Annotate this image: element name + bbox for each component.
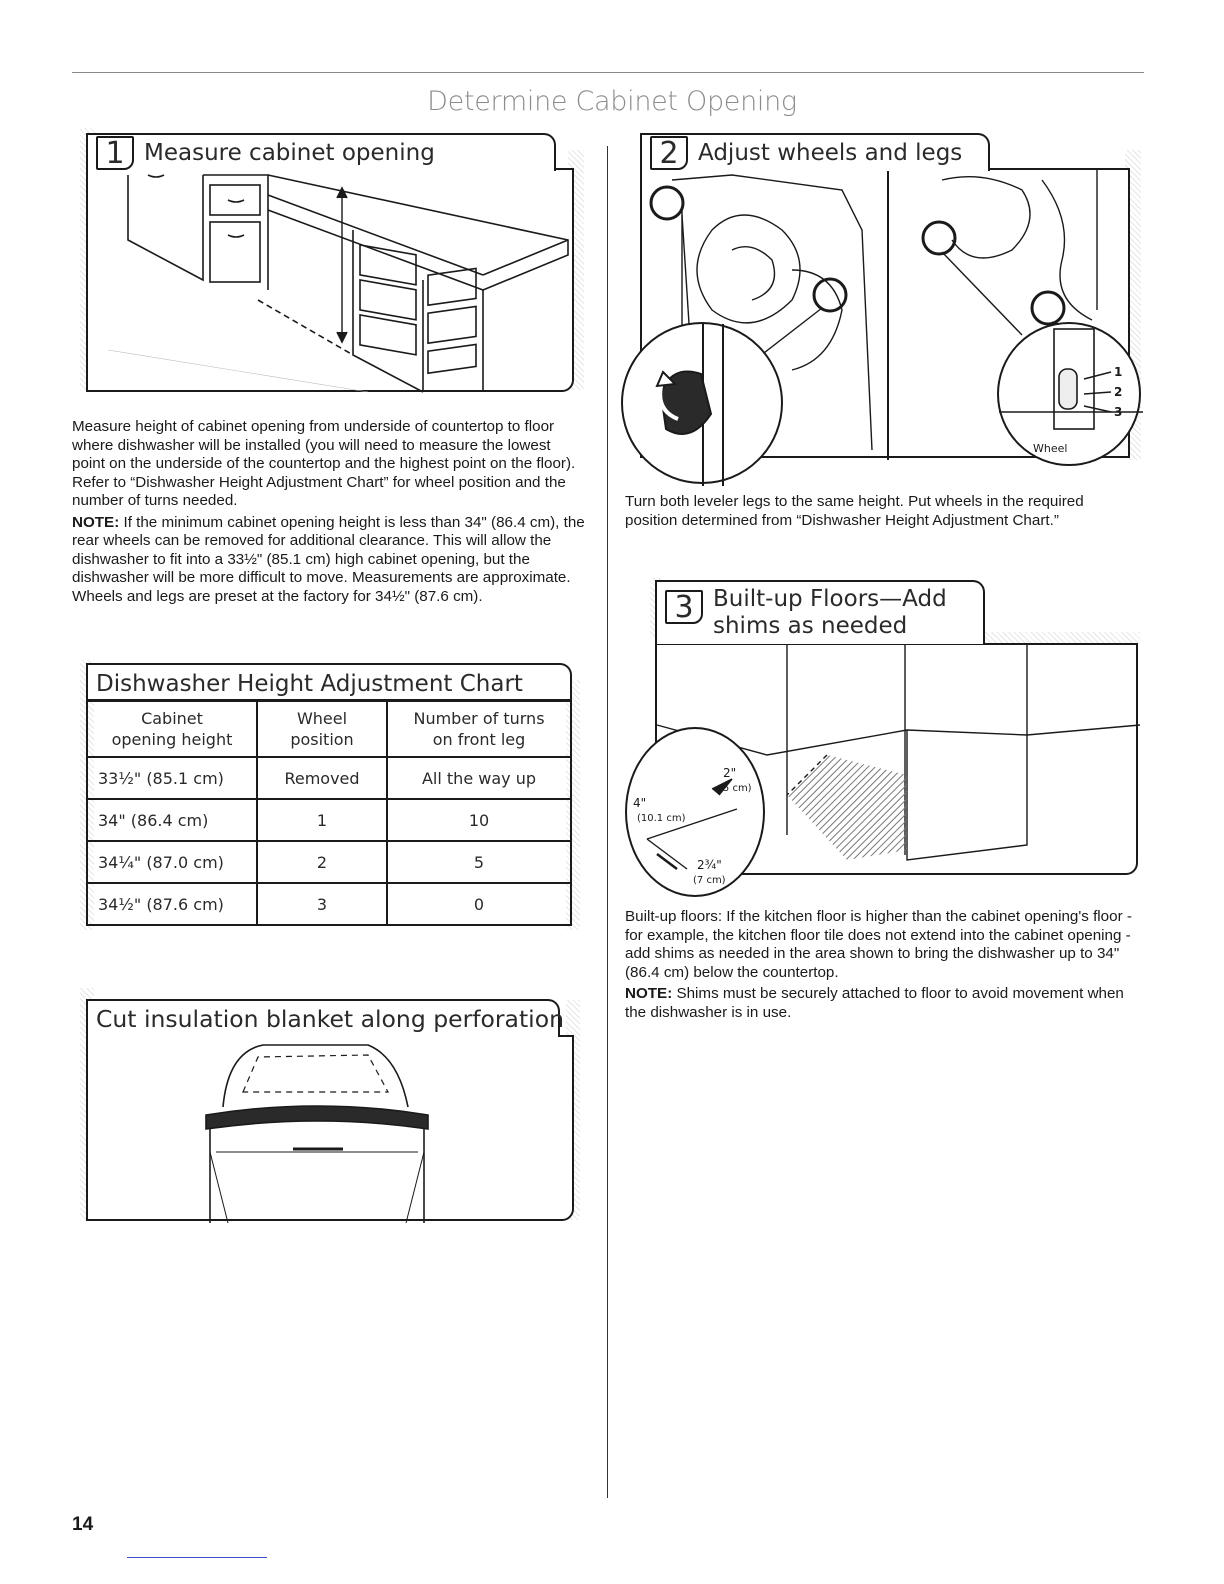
dimension-diagram [627, 729, 767, 899]
rotate-arrow-icon [623, 324, 785, 486]
table-row [87, 841, 571, 883]
table-cell: 34" (86.4 cm) [87, 799, 257, 841]
header-line: position [290, 730, 354, 749]
insulation-title: Cut insulation blanket along perforation [96, 1005, 564, 1033]
wheel-zoom-circle [997, 322, 1141, 466]
step1-note [72, 514, 587, 607]
table-row [87, 757, 571, 799]
column-header-wheel-position [257, 701, 387, 757]
header-line: opening height [111, 730, 233, 749]
cabinet-illustration [88, 170, 576, 394]
header-line: Number of turns [413, 709, 545, 728]
header-line: Cabinet [141, 709, 203, 728]
step1-paragraph: Measure height of cabinet opening from underside of countertop to floor where dishwasher will be installed (you will need to measure the lowest point on the underside of the countertop and the highest point on the floor). Refer to “Dishwasher Height Adjustment Chart” for wheel position and the number of turns needed. [72, 418, 576, 509]
step3-text [625, 908, 1145, 1025]
step1-number: 1 [96, 136, 134, 170]
step3-title [713, 586, 947, 640]
dim-left-metric: (10.1 cm) [637, 813, 686, 824]
leg-zoom-circle [621, 322, 783, 484]
step2-number: 2 [650, 136, 688, 170]
table-cell: 0 [387, 883, 571, 925]
step3-title-line2: shims as needed [713, 613, 908, 639]
table-cell: 10 [387, 799, 571, 841]
table-cell: 5 [387, 841, 571, 883]
wheel-icon [999, 324, 1143, 468]
note-text: If the minimum cabinet opening height is less than 34" (86.4 cm), the rear wheels can be removed for additional clearance. This will allow the dishwasher to fit into a 33½" (85.1 cm) high cabinet opening, but the dishwasher will be more difficult to move. Measurements are approximate. Wheels and legs are preset at the factory for 34½" (87.6 cm). [72, 513, 585, 605]
table-cell: All the way up [387, 757, 571, 799]
step3-paragraph: Built-up floors: If the kitchen floor is higher than the cabinet opening's floor - for example, the kitchen floor tile does not extend into the cabinet opening - add shims as needed in the area shown to bring the dishwasher up to 34" (86.4 cm) below the countertop. [625, 908, 1132, 981]
top-rule [72, 72, 1144, 73]
header-line: Wheel [296, 709, 348, 728]
table-cell: Removed [257, 757, 387, 799]
page-title: Determine Cabinet Opening [427, 86, 797, 117]
table-cell: 34¼" (87.0 cm) [87, 841, 257, 883]
column-header-cabinet-height [87, 701, 257, 757]
table-cell: 33½" (85.1 cm) [87, 757, 257, 799]
dim-bottom-metric: (7 cm) [693, 875, 726, 886]
page-number: 14 [72, 1514, 94, 1535]
column-header-turns [387, 701, 571, 757]
column-divider [607, 146, 608, 1498]
step2-paragraph: Turn both leveler legs to the same height. Put wheels in the required position determined from “Dishwasher Height Adjustment Chart.” [625, 493, 1084, 529]
step1-text [72, 418, 587, 609]
table-cell: 2 [257, 841, 387, 883]
note-text: Shims must be securely attached to floor to avoid movement when the dishwasher is in use. [625, 985, 1124, 1021]
callout-1: 1 [1114, 365, 1123, 379]
chart-title: Dishwasher Height Adjustment Chart [86, 663, 572, 701]
dishwasher-illustration [88, 1037, 576, 1223]
step3-title-tab [655, 580, 985, 644]
step1-title-tab [86, 133, 556, 171]
dim-top-metric: (5 cm) [719, 783, 752, 794]
note-label: NOTE: [72, 513, 120, 531]
dim-bottom: 2¾" [697, 858, 722, 872]
insulation-illustration-frame [86, 1035, 574, 1221]
step3-number: 3 [665, 590, 703, 624]
step3-title-line1: Built-up Floors—Add [713, 586, 947, 612]
note-label: NOTE: [625, 985, 673, 1002]
insulation-title-tab [86, 999, 564, 1037]
step2-title-tab [640, 133, 990, 171]
step1-title: Measure cabinet opening [144, 140, 435, 166]
table-cell: 34½" (87.6 cm) [87, 883, 257, 925]
step3-note [625, 985, 1145, 1022]
header-line: on front leg [432, 730, 526, 749]
table-row [87, 799, 571, 841]
callout-3: 3 [1114, 405, 1123, 419]
wheel-label: Wheel [1033, 442, 1068, 455]
step1-illustration-frame [86, 168, 574, 392]
footer-link-line [127, 1557, 267, 1558]
dimension-zoom-circle [625, 727, 765, 897]
dim-top: 2" [723, 766, 737, 780]
dim-left: 4" [633, 796, 647, 810]
callout-2: 2 [1114, 385, 1123, 399]
table-cell: 1 [257, 799, 387, 841]
step2-text [625, 493, 1125, 533]
step2-title: Adjust wheels and legs [698, 140, 963, 166]
table-row [87, 883, 571, 925]
table-header-row [87, 701, 571, 757]
height-adjustment-table [86, 700, 572, 926]
table-cell: 3 [257, 883, 387, 925]
